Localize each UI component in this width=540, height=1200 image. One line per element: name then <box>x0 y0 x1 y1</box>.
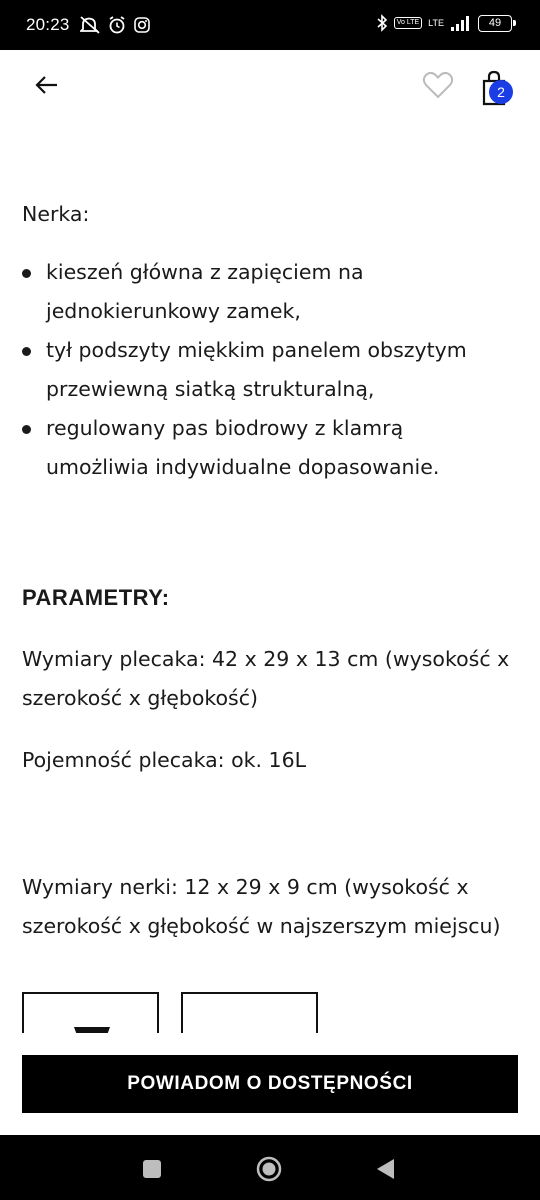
backpack-capacity: Pojemność plecaka: ok. 16L <box>22 748 307 772</box>
status-right-icons <box>376 14 512 32</box>
circle-icon[interactable] <box>255 1155 283 1183</box>
signal-icon <box>450 15 472 31</box>
cart-count-badge: 2 <box>489 80 513 104</box>
product-thumbnail[interactable] <box>181 992 318 1033</box>
backpack-dimensions: Wymiary plecaka: 42 x 29 x 13 cm (wysokość x szerokość x głębokość) <box>22 647 510 710</box>
battery-indicator: 49 <box>478 15 512 32</box>
feature-list <box>22 253 512 487</box>
alarm-icon <box>108 16 126 34</box>
list-item: kieszeń główna z zapięciem na jednokierunkowy zamek, <box>22 253 512 331</box>
product-thumbnails <box>22 992 322 1033</box>
square-icon[interactable] <box>138 1155 166 1183</box>
instagram-icon <box>134 17 150 33</box>
mute-icon <box>80 16 100 34</box>
app-header <box>0 50 540 120</box>
volte-badge: Vo LTE <box>394 17 422 29</box>
waistbag-dimensions: Wymiary nerki: 12 x 29 x 9 cm (wysokość x szerokość x głębokość w najszerszym miejscu) <box>22 875 501 938</box>
product-thumbnail[interactable] <box>22 992 159 1033</box>
status-time: 20:23 <box>26 15 70 34</box>
notify-availability-button[interactable]: POWIADOM O DOSTĘPNOŚCI <box>22 1055 518 1113</box>
status-left-icons <box>80 16 150 34</box>
description-intro: Nerka: <box>22 202 90 226</box>
status-bar <box>0 0 540 50</box>
product-image <box>74 1027 110 1033</box>
parameters-heading: PARAMETRY: <box>22 585 170 610</box>
network-type: LTE <box>428 17 444 28</box>
list-item: regulowany pas biodrowy z klamrą umożliwia indywidualne dopasowanie. <box>22 409 512 487</box>
navigation-bar <box>0 1135 540 1200</box>
bluetooth-icon <box>376 14 388 32</box>
heart-icon[interactable] <box>422 70 454 100</box>
triangle-back-icon[interactable] <box>372 1155 400 1183</box>
arrow-left-icon[interactable] <box>32 70 62 100</box>
list-item: tył podszyty miękkim panelem obszytym przewiewną siatką strukturalną, <box>22 331 512 409</box>
